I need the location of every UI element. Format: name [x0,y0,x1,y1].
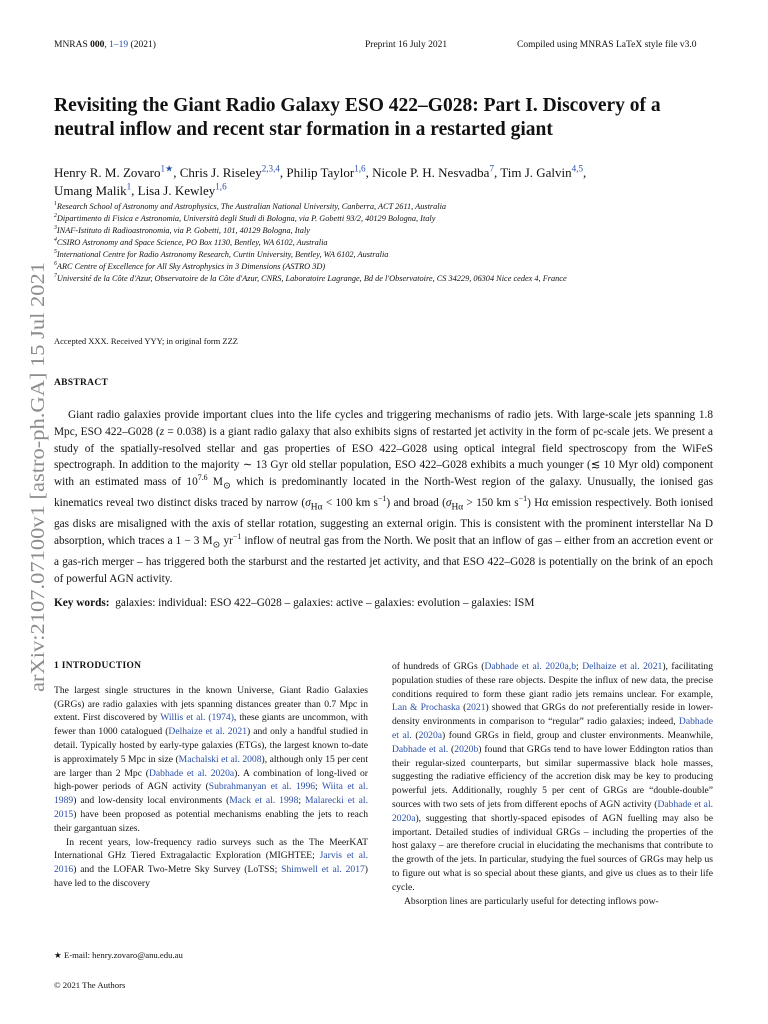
section-heading-introduction: 1 INTRODUCTION [54,661,142,671]
copyright: © 2021 The Authors [54,980,126,990]
citation-link[interactable]: Mack et al. 1998 [229,795,299,807]
affiliation-text: ARC Centre of Excellence for All Sky Astrophysics in 3 Dimensions (ASTRO 3D) [56,262,326,271]
intro-paragraph-2: In recent years, low-frequency radio surveys such as the The MeerKAT International GHz Tiered Extragalactic Exploration (MIGHTEE; Jarvis et al. 2016) and the LOFAR Two-Metre Sky Survey (LoTSS; Shimwell et al. 2017) have led to the discovery [54,836,368,889]
affiliation-list [54,201,734,285]
citation-link[interactable]: 2021 [466,702,486,714]
affiliation-text: INAF-Istituto di Radioastronomia, via P. Gobetti, 101, 40129 Bologna, Italy [56,226,310,235]
citation-link[interactable]: 2020b [454,743,479,755]
intro-paragraph-4: Absorption lines are particularly useful for detecting inflows pow- [404,895,659,907]
citation-link[interactable]: Dabhade et al. 2020a [148,767,235,779]
keywords-label: Key words: [54,597,110,609]
affiliation-number: 5 [54,249,57,256]
affiliation-line [54,237,734,249]
affiliation-line [54,201,734,213]
author-affiliation-marks[interactable]: 1,6 [354,163,366,174]
affiliation-line [54,213,734,225]
citation-link[interactable]: Willis et al. (1974) [160,712,234,724]
compiled-note: Compiled using MNRAS LaTeX style file v3.0 [517,40,697,50]
affiliation-number: 6 [54,261,57,268]
preprint-date: Preprint 16 July 2021 [365,40,448,50]
keywords-text: galaxies: individual: ESO 422–G028 – galaxies: active – galaxies: evolution – galaxies: ISM [115,597,535,609]
author-affiliation-marks[interactable]: 1 [126,181,132,192]
affiliation-text: Université de la Côte d'Azur, Observatoire de la Côte d'Azur, CNRS, Laboratoire Lagrange, Bd de l'Observatoire, CS 34229, 06304 Nice cedex 4, France [56,274,567,283]
citation-link[interactable]: Jarvis et al. 2016 [54,850,368,876]
journal-volume: 000 [90,40,105,50]
citation-link[interactable]: Dabhade et al. 2020a,b [484,661,576,672]
arxiv-sidebar-svg [4,262,58,692]
affiliation-number: 3 [54,225,57,232]
affiliation-number: 4 [54,237,57,244]
affiliation-line [54,261,734,273]
affiliation-text: CSIRO Astronomy and Space Science, PO Box 1130, Bentley, WA 6102, Australia [56,238,328,247]
page-range-link[interactable]: 1–19 [109,40,129,50]
author-name: Chris J. Riseley [179,165,262,180]
affiliation-text: Research School of Astronomy and Astrophysics, The Australian National University, Canberra, ACT 2611, Australia [56,202,447,211]
author-name: Philip Taylor [286,165,355,180]
author-name: Tim J. Galvin [500,165,572,180]
affiliation-line [54,225,734,237]
affiliation-number: 7 [54,273,57,280]
affiliation-text: Dipartimento di Fisica e Astronomia, Università degli Studi di Bologna, via P. Gobetti 93/2, 40129 Bologna, Italy [56,214,436,223]
citation-link[interactable]: Delhaize et al. 2021 [168,726,247,738]
author-name: Lisa J. Kewley [137,183,216,198]
affiliation-line [54,273,734,285]
citation-link[interactable]: 2020a [418,729,443,741]
running-header-journal: MNRAS 000, 1–19 (2021) [54,40,156,50]
citation-link[interactable]: Delhaize et al. 2021 [582,661,663,672]
keywords [54,597,713,609]
citation-link[interactable]: Dabhade et al. 2020a [392,798,714,824]
author-name: Nicole P. H. Nesvadba [372,165,490,180]
affiliation-line [54,249,734,261]
arxiv-sidebar [4,262,58,692]
abstract-heading: ABSTRACT [54,378,109,388]
intro-paragraph-3: of hundreds of GRGs (Dabhade et al. 2020a,b; Delhaize et al. 2021), facilitating population studies of these rare objects. Despite the influx of new data, the precise conditions required to form these giant radio jets remains unclear. For example, Lan & Prochaska (2021) showed that GRGs do not preferentially reside in lower-density environments in comparison to “regular” radio galaxies; indeed, Dabhade et al. (2020a) found GRGs in field, group and cluster environments. Meanwhile, Dabhade et al. (2020b) found that GRGs tend to have lower Eddington ratios than their regular-sized counterparts, but similar supermassive black hole masses, suggesting the radiative efficiency of the accretion disk may be key to producing powerful jets. Additionally, roughly 5 per cent of GRGs are “double-double” sources with two sets of jets from different epochs of AGN activity (Dabhade et al. 2020a), suggesting that shortly-spaced episodes of AGN fuelling may also be important. Detailed studies of individual GRGs – including the properties of the host galaxy – are therefore crucial in elucidating the mechanisms that contribute to the growth of the jets. In particular, studying the fuel sources of GRGs may help us to figure out what is so special about these giants, and give us clues as to their life cycle. [392,661,714,893]
accepted-note: Accepted XXX. Received YYY; in original form ZZZ [54,336,238,346]
arxiv-identifier: arXiv:2107.07100v1 [astro-ph.GA] 15 Jul 2021 [27,300,49,692]
citation-link[interactable]: Lan & Prochaska [392,702,461,714]
citation-link[interactable]: Malarecki et al. 2015 [54,795,368,820]
left-column [54,660,368,891]
author-affiliation-marks[interactable]: 1★ [160,163,174,174]
intro-paragraph-1: The largest single structures in the known Universe, Giant Radio Galaxies (GRGs) are radio galaxies with jets spanning distances greater than 0.7 Mpc in extent. First discovered by Willis et al. (1974), these giants are uncommon, with fewer than 1000 catalogued (Delhaize et al. 2021) and only a handful studied in detail. Typically hosted by early-type galaxies (ETGs), the largest known to-date is approximately 5 Mpc in size (Machalski et al. 2008), although only 15 per cent are larger than 2 Mpc (Dabhade et al. 2020a). A combination of long-lived or high-power periods of AGN activity (Subrahmanyan et al. 1996; Wiita et al. 1989) and low-density local environments (Mack et al. 1998; Malarecki et al. 2015) have been proposed as potential mechanisms enabling the jets to reach their gargantuan sizes. [54,684,368,834]
author-affiliation-marks[interactable]: 4,5 [571,163,584,174]
abstract-text: Giant radio galaxies provide important clues into the life cycles and triggering mechanisms of radio jets. With large-scale jets spanning 1.8 Mpc, ESO 422–G028 (z = 0.038) is a giant radio galaxy that also exhibits signs of restarted jet activity in the form of pc-scale jets. We present a study of the spatially-resolved stellar and gas properties of ESO 422–G028 using optical integral field spectroscopy from the WiFeS spectrograph. In addition to the majority ∼ 13 Gyr old stellar population, ESO 422–G028 exhibits a much younger (≲ 10 Myr old) component with an estimated mass of $10^{7.6}$ $M_⊙$ which is predominantly located in the North-West region of the galaxy. Unusually, the ionised gas kinematics reveal two distinct disks traced by narrow ($\sigma_{H\alpha} < 100$ km $s^{-1}$) and broad ($\sigma_{H\alpha} > 150$ km $s^{-1}$) Hα emission respectively. Both ionised gas disks are misaligned with the axis of stellar rotation, suggesting an external origin. This is consistent with the prominent interstellar Na D absorption, which traces a 1 − 3 $M_⊙$ $yr^{-1}$ inflow of neutral gas from the North. We posit that an inflow of gas – either from an accretion event or a gas-rich merger – has triggered both the starburst and the restarted jet activity, and that ESO 422–G028 is potentially on the brink of an epoch of powerful AGN activity. [54,409,714,585]
affiliation-number: 2 [54,213,57,220]
journal-name: MNRAS [54,40,88,50]
right-column [392,660,713,908]
paper-title: Revisiting the Giant Radio Galaxy ESO 422–G028: Part I. Discovery of a neutral inflow and recent star formation in a restarted giant [54,95,661,140]
citation-link[interactable]: Machalski et al. 2008 [178,753,262,765]
journal-year: (2021) [130,40,156,50]
author-affiliation-marks[interactable]: 7 [489,163,494,174]
citation-link[interactable]: Wiita et al. 1989 [54,781,368,807]
author-affiliation-marks[interactable]: 2,3,4 [261,163,280,174]
email-footnote: ★ E-mail: henry.zovaro@anu.edu.au [54,950,183,960]
affiliation-number: 1 [54,201,57,208]
citation-link[interactable]: Shimwell et al. 2017 [281,864,365,876]
citation-link[interactable]: Dabhade et al. [392,743,449,755]
author-name: Henry R. M. Zovaro [54,165,161,180]
author-affiliation-marks[interactable]: 1,6 [215,181,227,192]
citation-link[interactable]: Dabhade et al. [392,716,713,741]
author-name: Umang Malik [54,183,127,198]
author-list: Henry R. M. Zovaro$^{1★}$, Chris J. Riseley$^{2,3,4}$, Philip Taylor$^{1,6}$, Nicole P. H. Nesvadba$^7$, Tim J. Galvin$^{4,5}$, Umang Malik$^1$, Lisa J. Kewley$^{1,6}$ [54,163,587,198]
citation-link[interactable]: Subrahmanyan et al. 1996 [208,781,316,793]
affiliation-text: International Centre for Radio Astronomy Research, Curtin University, Bentley, WA 6102, Australia [56,250,389,259]
